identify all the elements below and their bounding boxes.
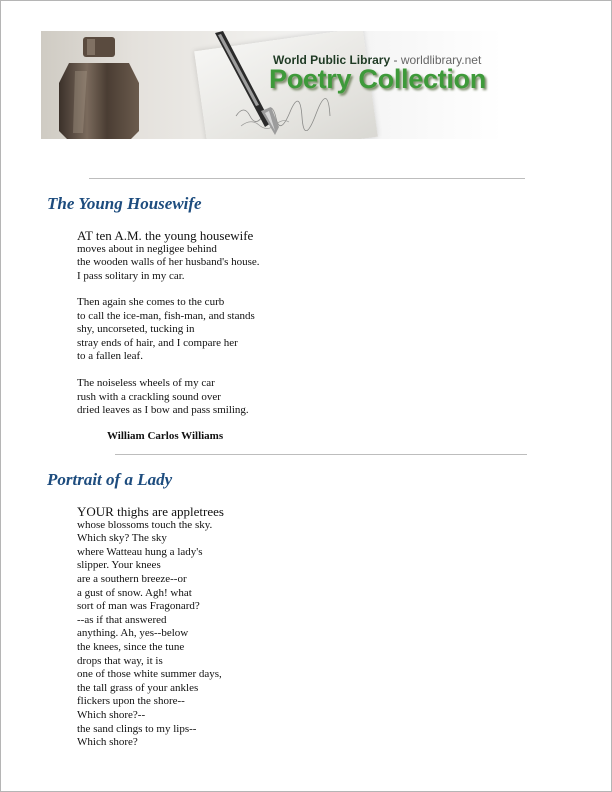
poem-line: shy, uncorseted, tucking in <box>77 323 195 336</box>
poem-line: drops that way, it is <box>77 654 163 667</box>
poem-line: Which sky? The sky <box>77 532 167 545</box>
poem-title: The Young Housewife <box>47 194 202 213</box>
poem-line: --as if that answered <box>77 613 167 626</box>
poem-line: where Watteau hung a lady's <box>77 545 203 558</box>
poem-line: the sand clings to my lips-- <box>77 722 197 735</box>
library-url: worldlibrary.net <box>400 53 482 67</box>
poem-line: one of those white summer days, <box>77 668 222 681</box>
collection-title: Poetry Collection <box>269 64 486 94</box>
poem-line: a gust of snow. Agh! what <box>77 586 192 599</box>
poem-line: the knees, since the tune <box>77 640 185 653</box>
inkwell-image <box>53 33 145 139</box>
stanza <box>77 229 260 283</box>
poem-line: anything. Ah, yes--below <box>77 627 189 640</box>
divider-top <box>89 178 525 179</box>
divider-middle <box>115 454 527 455</box>
poem-author: William Carlos Williams <box>107 430 224 442</box>
poem-line: are a southern breeze--or <box>77 572 187 585</box>
poem-line: the wooden walls of her husband's house. <box>77 256 260 269</box>
poem-line: moves about in negligee behind <box>77 242 217 255</box>
poem-line: flickers upon the shore-- <box>77 695 185 708</box>
poem-line: Which shore? <box>77 736 138 749</box>
poem-line: to a fallen leaf. <box>77 350 143 363</box>
poem-line: AT ten A.M. the young housewife <box>77 228 254 243</box>
poem-line: stray ends of hair, and I compare her <box>77 336 238 349</box>
poem-line: Then again she comes to the curb <box>77 296 225 308</box>
poem-line: Which shore?-- <box>77 708 146 721</box>
poem-line: The noiseless wheels of my car <box>77 377 215 389</box>
poem-line: to call the ice-man, fish-man, and stands <box>77 309 255 322</box>
poem-line: the tall grass of your ankles <box>77 681 199 694</box>
poem-line: YOUR thighs are appletrees <box>77 504 224 519</box>
poem-line: slipper. Your knees <box>77 559 161 572</box>
library-name: World Public Library <box>273 53 391 67</box>
poem-line: dried leaves as I bow and pass smiling. <box>77 404 249 417</box>
stanza <box>77 296 255 364</box>
stanza <box>77 505 224 750</box>
stanza <box>77 377 249 418</box>
poem-line: I pass solitary in my car. <box>77 269 185 282</box>
poem-line: rush with a crackling sound over <box>77 390 221 403</box>
poem-line: whose blossoms touch the sky. <box>77 518 213 531</box>
header-banner <box>41 31 503 139</box>
library-separator: - <box>390 53 401 67</box>
poem-line: sort of man was Fragonard? <box>77 600 200 613</box>
poem-title: Portrait of a Lady <box>47 470 173 489</box>
